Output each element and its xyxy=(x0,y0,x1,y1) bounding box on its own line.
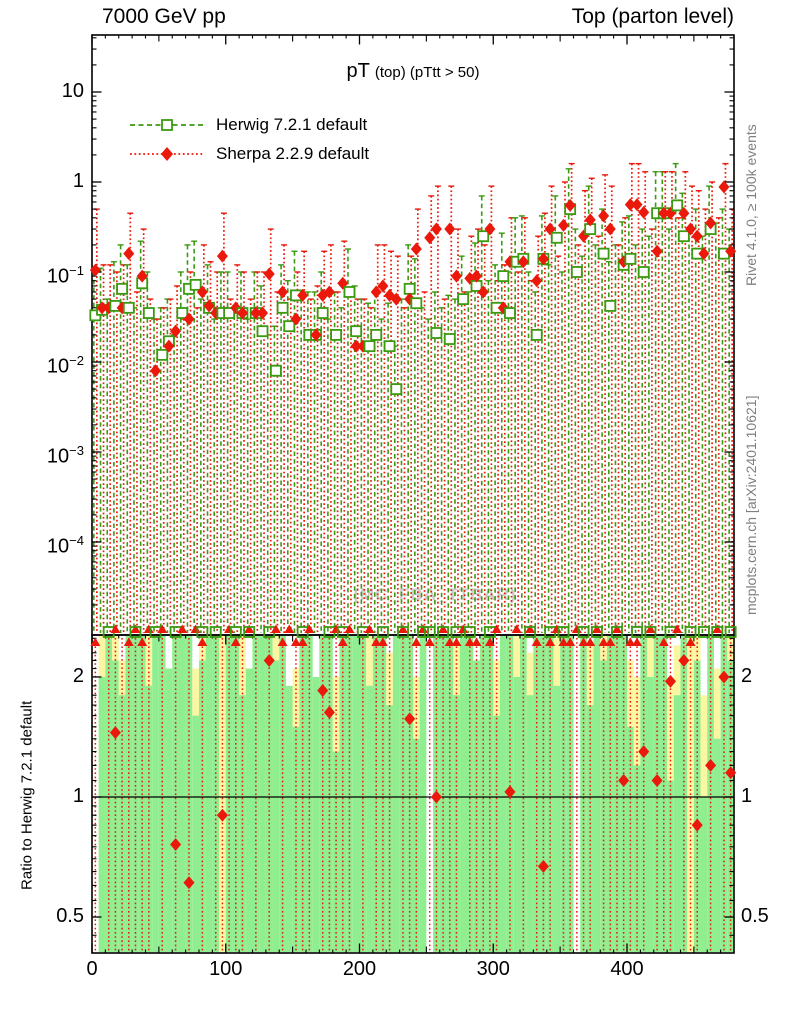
y-axis-tick-label: 10 xyxy=(61,80,84,102)
watermark: (MC_FBA_TTBAR) xyxy=(353,585,517,604)
header xyxy=(92,4,734,30)
x-axis-tick-label: 0 xyxy=(86,958,98,980)
beam-label: 7000 GeV pp xyxy=(102,5,226,28)
panel-title xyxy=(92,60,734,83)
y-axis-tick-label: $10^{-2}$ xyxy=(46,353,84,378)
ratio-tick-label-left: 0.5 xyxy=(56,905,84,928)
main-error-lines xyxy=(91,164,735,633)
herwig-line-sample xyxy=(128,116,206,134)
legend-item-sherpa xyxy=(128,139,369,168)
x-axis-tick-label: 100 xyxy=(209,958,243,980)
legend xyxy=(128,110,369,168)
legend-label-herwig: Herwig 7.2.1 default xyxy=(216,114,368,134)
ratio-tick-label-right: 2 xyxy=(741,664,753,687)
y-axis-tick-label: $10^{-4}$ xyxy=(46,533,84,558)
x-axis-tick-label: 400 xyxy=(610,958,644,980)
y-axis-tick-label: $10^{-3}$ xyxy=(46,443,84,468)
process-label: Top (parton level) xyxy=(571,5,734,28)
side-note-generator: Rivet 4.1.0, ≥ 100k events xyxy=(743,124,759,286)
ratio-tick-label-right: 0.5 xyxy=(741,905,769,928)
sherpa-line-sample xyxy=(128,145,206,163)
ratio-tick-label-left: 2 xyxy=(72,664,84,687)
ratio-tick-label-right: 1 xyxy=(741,785,753,807)
ratio-tick-label-left: 1 xyxy=(72,785,84,807)
y-axis-tick-label: 1 xyxy=(72,170,84,192)
y-axis-tick-label: $10^{-1}$ xyxy=(46,263,84,288)
legend-item-herwig xyxy=(128,110,369,139)
observable-cut: (top) (pTtt > 50) xyxy=(374,64,480,81)
ratio-axis-title: Ratio to Herwig 7.2.1 default xyxy=(18,700,36,890)
legend-label-sherpa: Sherpa 2.2.9 default xyxy=(216,143,370,163)
side-note-source: mcplots.cern.ch [arXiv:2401.10621] xyxy=(743,395,759,615)
observable-name: pT xyxy=(346,60,370,82)
x-axis-tick-label: 300 xyxy=(476,958,510,980)
x-axis-tick-label: 200 xyxy=(342,958,377,980)
